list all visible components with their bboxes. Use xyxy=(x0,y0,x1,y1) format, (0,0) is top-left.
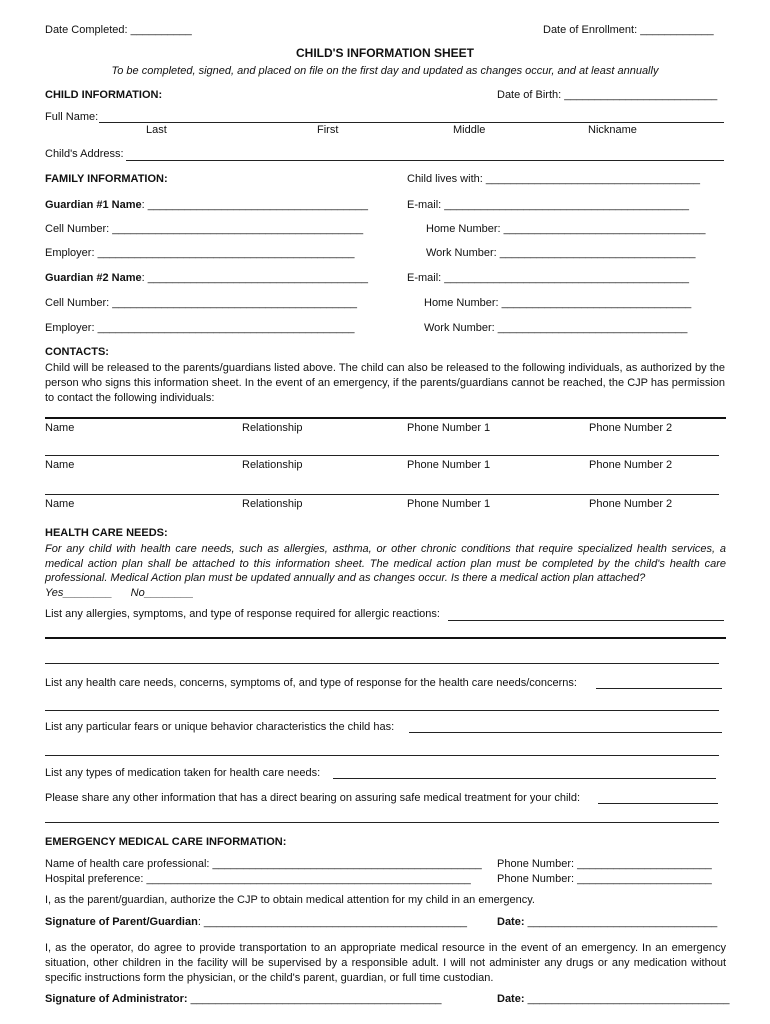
contact1-name-label: Name xyxy=(45,422,75,434)
contact2-line[interactable] xyxy=(45,455,719,456)
contact3-relationship-label: Relationship xyxy=(242,498,303,510)
contact3-name-label: Name xyxy=(45,498,75,510)
needs-label: List any health care needs, concerns, symptoms of, and type of response for the health care needs/concerns: xyxy=(45,677,577,689)
lives-with-field[interactable]: Child lives with: ___________________________________ xyxy=(407,173,700,185)
admin-signature-field[interactable]: Signature of Administrator: _________________________________________ xyxy=(45,993,442,1005)
contact1-phone1-label: Phone Number 1 xyxy=(407,422,491,434)
other-info-label: Please share any other information that has a direct bearing on assuring safe medical treatment for your child: xyxy=(45,792,581,804)
hospital-phone-field[interactable]: Phone Number: ______________________ xyxy=(497,873,712,885)
needs-line[interactable] xyxy=(596,688,722,689)
name-part-last: Last xyxy=(146,124,167,136)
name-part-first: First xyxy=(317,124,339,136)
contact3-line[interactable] xyxy=(45,494,719,495)
child-info-heading: CHILD INFORMATION: xyxy=(45,89,163,101)
guardian1-cell-field[interactable]: Cell Number: _________________________________________ xyxy=(45,223,364,235)
family-info-heading: FAMILY INFORMATION: xyxy=(45,173,168,185)
contact3-phone2-label: Phone Number 2 xyxy=(589,498,673,510)
contact1-relationship-label: Relationship xyxy=(242,422,303,434)
no-field[interactable]: No________ xyxy=(130,586,194,599)
other-info-line[interactable] xyxy=(598,803,718,804)
date-enrollment-field[interactable]: Date of Enrollment: ____________ xyxy=(543,24,714,36)
needs-line-2[interactable] xyxy=(45,710,719,711)
guardian1-work-field[interactable]: Work Number: ________________________________ xyxy=(426,247,696,259)
contact1-phone2-label: Phone Number 2 xyxy=(589,422,673,434)
health-text: For any child with health care needs, such as allergies, asthma, or other chronic conditions that require specialized health services, a medical action plan shall be attached to this information sheet. The medical action plan must be completed by the child's health care professional. Medical Action plan must be updated annually and as changes occur. Is there a medical action plan attached? Yes________ No________ xyxy=(45,543,726,599)
guardian2-cell-field[interactable]: Cell Number: ________________________________________ xyxy=(45,297,357,309)
address-line[interactable] xyxy=(126,160,724,161)
meds-label: List any types of medication taken for health care needs: xyxy=(45,767,321,779)
allergies-line[interactable] xyxy=(448,620,724,621)
guardian1-email-field[interactable]: E-mail: ________________________________________ xyxy=(407,199,689,211)
admin-date-field[interactable]: Date: _________________________________ xyxy=(497,993,730,1005)
fears-line[interactable] xyxy=(409,732,722,733)
professional-phone-field[interactable]: Phone Number: ______________________ xyxy=(497,858,712,870)
guardian2-work-field[interactable]: Work Number: _______________________________ xyxy=(424,322,688,334)
contact2-relationship-label: Relationship xyxy=(242,459,303,471)
contact2-name-label: Name xyxy=(45,459,75,471)
other-info-line-2[interactable] xyxy=(45,822,719,823)
page-subtitle: To be completed, signed, and placed on file on the first day and updated as changes occur, and at least annually xyxy=(111,65,659,77)
address-label: Child's Address: xyxy=(45,148,124,160)
professional-field[interactable]: Name of health care professional: ____________________________________________ xyxy=(45,858,482,870)
guardian1-name-field[interactable]: Guardian #1 Name: ____________________________________ xyxy=(45,199,368,211)
parent-date-field[interactable]: Date: _______________________________ xyxy=(497,916,718,928)
dob-field[interactable]: Date of Birth: _________________________ xyxy=(497,89,718,101)
meds-line[interactable] xyxy=(333,778,716,779)
contacts-heading: CONTACTS: xyxy=(45,346,109,358)
contact2-phone2-label: Phone Number 2 xyxy=(589,459,673,471)
contact3-phone1-label: Phone Number 1 xyxy=(407,498,491,510)
date-completed-field[interactable]: Date Completed: __________ xyxy=(45,24,192,36)
fears-label: List any particular fears or unique behavior characteristics the child has: xyxy=(45,721,395,733)
name-part-nickname: Nickname xyxy=(588,124,637,136)
fears-line-2[interactable] xyxy=(45,755,719,756)
name-part-middle: Middle xyxy=(453,124,486,136)
allergies-line-2[interactable] xyxy=(45,663,719,664)
guardian2-name-field[interactable]: Guardian #2 Name: ____________________________________ xyxy=(45,272,368,284)
authorize-text: I, as the parent/guardian, authorize the CJP to obtain medical attention for my child in an emergency. xyxy=(45,894,535,906)
contacts-divider xyxy=(45,417,726,419)
emergency-heading: EMERGENCY MEDICAL CARE INFORMATION: xyxy=(45,836,287,848)
guardian2-home-field[interactable]: Home Number: _______________________________ xyxy=(424,297,692,309)
operator-text: I, as the operator, do agree to provide transportation to an appropriate medical resource in the event of an emergency. In an emergency situation, other children in the facility will be supervised by a responsible adult. I will not administer any drugs or any medication without specific instructions form the physician, or the child's parent, guardian, or full time custodian. xyxy=(45,942,726,984)
guardian2-employer-field[interactable]: Employer: __________________________________________ xyxy=(45,322,355,334)
hospital-field[interactable]: Hospital preference: _____________________________________________________ xyxy=(45,873,471,885)
yes-field[interactable]: Yes________ xyxy=(45,586,113,599)
full-name-label: Full Name: xyxy=(45,111,99,123)
allergies-divider xyxy=(45,637,726,639)
contacts-text: Child will be released to the parents/guardians listed above. The child can also be released to the following individuals, as authorized by the person who signs this information sheet. In the event of an emergency, if the parents/guardians cannot be reached, the CJP has permission to contact the following individuals: xyxy=(45,362,725,404)
contact2-phone1-label: Phone Number 1 xyxy=(407,459,491,471)
health-heading: HEALTH CARE NEEDS: xyxy=(45,527,168,539)
guardian2-email-field[interactable]: E-mail: ________________________________________ xyxy=(407,272,689,284)
guardian1-home-field[interactable]: Home Number: _________________________________ xyxy=(426,223,706,235)
full-name-line[interactable] xyxy=(99,122,724,123)
parent-signature-field[interactable]: Signature of Parent/Guardian: ___________________________________________ xyxy=(45,916,467,928)
guardian1-employer-field[interactable]: Employer: __________________________________________ xyxy=(45,247,355,259)
page-title: CHILD'S INFORMATION SHEET xyxy=(296,46,474,60)
allergies-label: List any allergies, symptoms, and type of response required for allergic reactions: xyxy=(45,608,440,620)
